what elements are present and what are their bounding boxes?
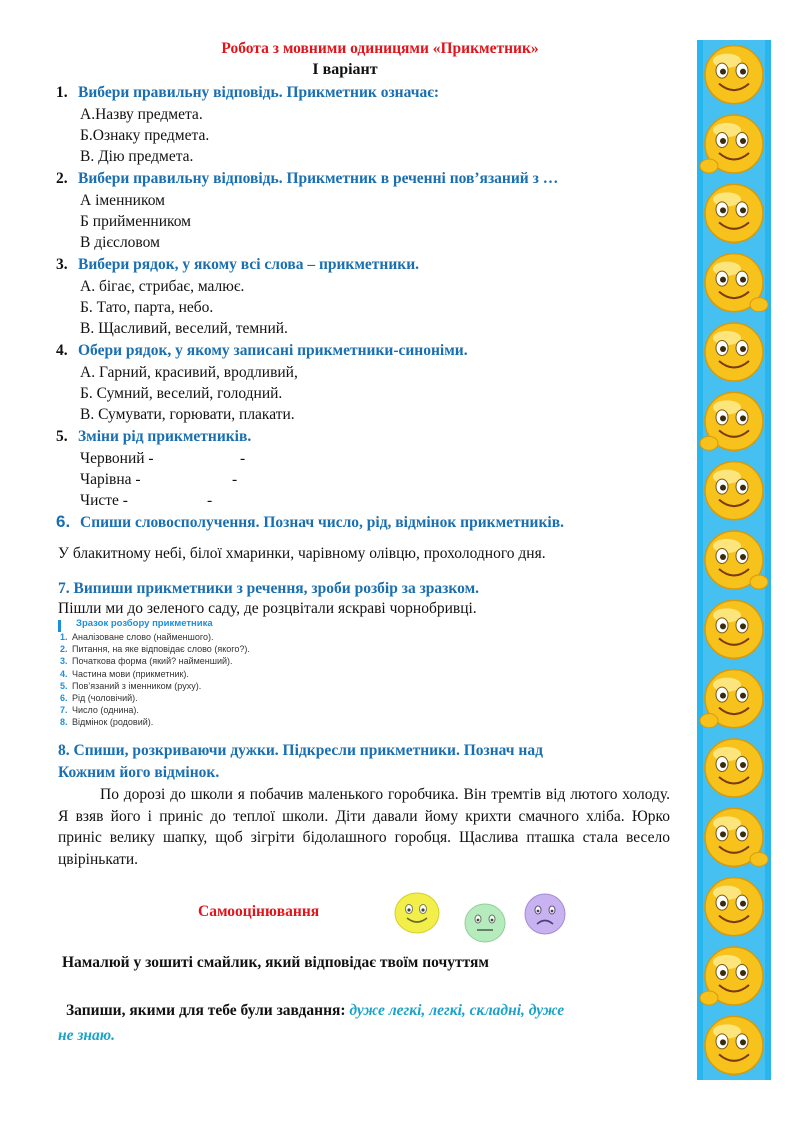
q2-option-a: А іменником	[80, 192, 165, 209]
sample-row-text: Частина мови (прикметник).	[72, 668, 189, 679]
q5-word-3: Чисте -	[80, 492, 128, 509]
sample-row-text: Відмінок (родовий).	[72, 717, 154, 728]
smiley-icon	[705, 46, 763, 104]
smiley-strip-svg	[697, 40, 771, 1080]
q5-word-1: Червоний -	[80, 450, 154, 467]
sample-row	[60, 631, 292, 643]
q4-option-a: А. Гарний, красивий, вродливий,	[80, 364, 298, 381]
sample-row	[60, 704, 292, 716]
q4-option-b: Б. Сумний, веселий, голодний.	[80, 385, 283, 402]
q1-option-a: А.Назву предмета.	[80, 106, 203, 123]
q3-option-c: В. Щасливий, веселий, темний.	[80, 320, 288, 337]
sample-row	[60, 692, 292, 704]
neutral-smiley-icon	[462, 902, 508, 944]
sample-row-text: Аналізоване слово (найменшого).	[72, 632, 214, 642]
sample-row-number: 1.	[60, 632, 68, 642]
sample-row	[60, 655, 292, 667]
q2-option-b: Б прийменником	[80, 213, 191, 230]
draw-instruction: Намалюй у зошиті смайлик, який відповідає твоїм почуттям	[62, 954, 489, 971]
neutral-smiley-face	[465, 904, 505, 942]
q4-option-c: В. Сумувати, горювати, плакати.	[80, 406, 295, 423]
sample-row	[60, 716, 292, 728]
q3-option-a: А. бігає, стрибає, малює.	[80, 278, 245, 295]
question-3: 3. Вибери рядок, у якому всі слова – прикметники.	[56, 256, 420, 273]
sample-row-number: 8.	[60, 717, 68, 728]
sample-row-number: 6.	[60, 693, 68, 704]
question-8-line2: Кожним його відмінок.	[58, 764, 220, 781]
sad-smiley-face	[525, 894, 565, 934]
question-1: 1. Вибери правильну відповідь. Прикметник означає:	[56, 84, 440, 101]
q5-dash-1: -	[240, 450, 246, 467]
happy-smiley-face	[395, 893, 439, 933]
q5-dash-3: -	[207, 492, 213, 509]
sample-rows	[60, 631, 292, 729]
sample-row	[60, 680, 292, 692]
sample-row-number: 4.	[60, 668, 68, 679]
sample-row	[60, 643, 292, 655]
q3-option-b: Б. Тато, парта, небо.	[80, 299, 214, 316]
q7-sentence: Пішли ми до зеленого саду, де розцвітали яскраві чорнобривці.	[58, 600, 477, 617]
q1-option-b: Б.Ознаку предмета.	[80, 127, 210, 144]
sample-row-text: Рід (чоловічий).	[72, 693, 138, 704]
sample-marker	[58, 620, 61, 632]
question-4: 4. Обери рядок, у якому записані прикметники-синоніми.	[56, 342, 468, 359]
decorative-smiley-strip	[697, 40, 771, 1080]
q5-dash-2: -	[232, 471, 238, 488]
sample-row-number: 7.	[60, 705, 68, 716]
sample-title: Зразок розбору прикметника	[76, 618, 213, 629]
smiley-icon	[705, 600, 763, 658]
q1-option-c: В. Дію предмета.	[80, 148, 194, 165]
sample-row-text: Початкова форма (який? найменший).	[72, 656, 233, 667]
smiley-icon	[705, 1016, 763, 1074]
sample-row-number: 3.	[60, 656, 68, 667]
smiley-icon	[705, 739, 763, 797]
q5-word-2: Чарівна -	[80, 471, 141, 488]
sample-row	[60, 668, 292, 680]
sad-smiley-icon	[522, 892, 568, 936]
q2-option-c: В дієсловом	[80, 234, 160, 251]
q8-paragraph: По дорозі до школи я побачив маленького горобчика. Він тремтів від лютого холоду. Я взяв його і приніс до теплої школи. Діти давали йому крихти смачного хліба. Юрко приніс велику шапку, щоб зігріти бідолашного горобця. Щаслива пташка стала весело цвірінькати.	[58, 786, 670, 868]
sample-row-text: Число (однина).	[72, 705, 139, 716]
page-title: Робота з мовними одиницями «Прикметник»	[221, 40, 539, 57]
question-5: 5. Зміни рід прикметників.	[56, 428, 252, 445]
self-assessment-label: Самооцінювання	[198, 903, 320, 920]
q6-text: У блакитному небі, білої хмаринки, чарівному олівцю, прохолодного дня.	[58, 545, 546, 562]
smiley-icon	[705, 878, 763, 936]
smiley-icon	[705, 323, 763, 381]
sample-row-text: Пов’язаний з іменником (руху).	[72, 680, 202, 691]
question-2: 2. Вибери правильну відповідь. Прикметник в реченні пов’язаний з …	[56, 170, 559, 187]
question-8: 8. Спиши, розкриваючи дужки. Підкресли прикметники. Познач над	[58, 742, 543, 759]
sample-row-number: 2.	[60, 644, 68, 655]
sample-row-text: Питання, на яке відповідає слово (якого?).	[72, 644, 250, 655]
question-6: 6. Спиши словосполучення. Познач число, рід, відмінок прикметників.	[56, 512, 564, 531]
question-7: 7. Випиши прикметники з речення, зроби розбір за зразком.	[58, 580, 480, 597]
variant-label: І варіант	[312, 61, 378, 78]
parse-sample	[60, 618, 292, 736]
happy-smiley-icon	[392, 890, 442, 936]
smiley-icon	[705, 184, 763, 242]
smiley-icon	[705, 462, 763, 520]
write-options-line2: не знаю.	[58, 1027, 115, 1044]
sample-row-number: 5.	[60, 680, 68, 691]
write-instruction: Запиши, якими для тебе були завдання: дуже легкі, легкі, складні, дуже	[66, 1002, 565, 1019]
